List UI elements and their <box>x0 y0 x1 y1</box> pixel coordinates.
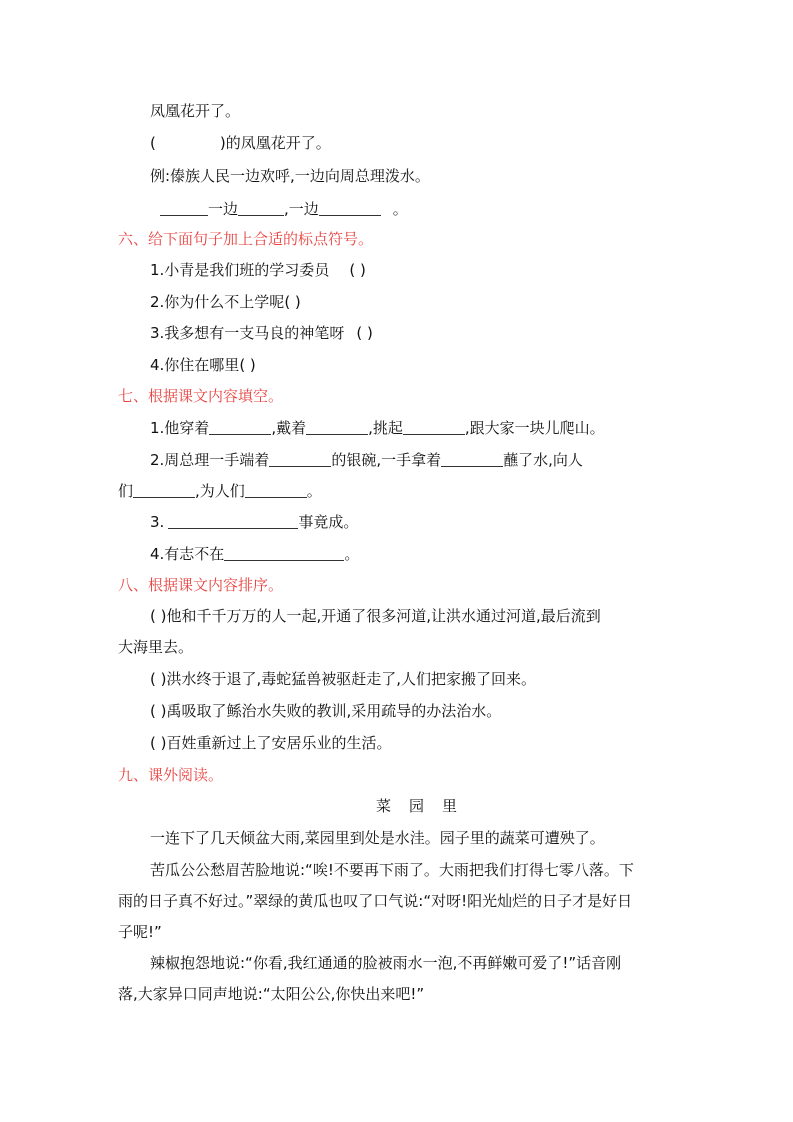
fill-text: 1.他穿着 <box>150 419 210 437</box>
answer-paren[interactable]: ( ) <box>150 607 167 625</box>
fill-text: 蘸了水,向人 <box>503 451 583 469</box>
fill-text: ,戴着 <box>271 419 307 437</box>
answer-paren[interactable]: ( ) <box>150 670 167 688</box>
answer-paren[interactable]: ( ) <box>349 261 366 279</box>
item-text: 百姓重新过上了安居乐业的生活。 <box>166 734 392 752</box>
paragraph-line: 苦瓜公公愁眉苦脸地说:“唉!不要再下雨了。大雨把我们打得七零八落。下 <box>150 861 634 879</box>
fill-text: ,为人们 <box>195 482 245 500</box>
section-heading-7: 七、根据课文内容填空。 <box>118 387 284 405</box>
list-item <box>150 260 366 280</box>
fill-text: 。 <box>306 482 322 500</box>
list-item <box>150 355 256 375</box>
blank-input[interactable] <box>306 419 368 435</box>
blank-input[interactable] <box>238 200 284 216</box>
example-line <box>150 166 430 186</box>
fill-blank-line <box>118 481 322 501</box>
paragraph-line: 子呢!” <box>118 923 162 941</box>
fill-text: ,挑起 <box>368 419 403 437</box>
fill-text: 。 <box>344 545 360 563</box>
blank-input[interactable] <box>156 135 220 150</box>
item-text: 4.你住在哪里 <box>150 356 240 374</box>
blank-input[interactable] <box>269 451 331 467</box>
fill-text: 一边 <box>208 200 239 218</box>
blank-input[interactable] <box>441 451 503 467</box>
fill-text: 2.周总理一手端着 <box>150 451 270 469</box>
item-text: 1.小青是我们班的学习委员 <box>150 261 330 279</box>
blank-input[interactable] <box>209 419 271 435</box>
sentence-text: 凤凰花开了。 <box>150 102 241 120</box>
fill-blank-line <box>150 450 583 470</box>
fill-blank-line <box>150 544 359 564</box>
answer-paren[interactable]: ( ) <box>356 324 373 342</box>
blank-input[interactable] <box>403 419 465 435</box>
blank-input[interactable] <box>245 482 307 498</box>
item-text: 3.我多想有一支马良的神笔呀 <box>150 324 345 342</box>
section-heading-9: 九、课外阅读。 <box>118 766 224 784</box>
fill-text: 。 <box>392 200 408 218</box>
fill-blank-line <box>150 133 331 153</box>
fill-text: 事竟成。 <box>298 513 359 531</box>
fill-blank-line <box>150 512 358 532</box>
fill-text: ,跟大家一块儿爬山。 <box>464 419 605 437</box>
fill-blank-line <box>150 418 605 438</box>
item-text: 禹吸取了鲧治水失败的教训,采用疏导的办法治水。 <box>166 702 502 720</box>
list-item <box>150 292 301 312</box>
fill-text: ,一边 <box>284 200 319 218</box>
section-heading-6: 六、给下面句子加上合适的标点符号。 <box>118 230 374 248</box>
fill-text: 们 <box>118 482 134 500</box>
fill-text: 4.有志不在 <box>150 545 225 563</box>
item-text: 洪水终于退了,毒蛇猛兽被驱赶走了,人们把家搬了回来。 <box>166 670 537 688</box>
paragraph-line: 落,大家异口同声地说:“太阳公公,你快出来吧!” <box>118 985 425 1003</box>
fill-blank-line <box>160 199 408 219</box>
fill-text: 的银碗,一手拿着 <box>331 451 442 469</box>
section-heading-8: 八、根据课文内容排序。 <box>118 576 284 594</box>
fill-text: 3. <box>150 513 165 531</box>
answer-paren[interactable]: ( ) <box>239 356 256 374</box>
answer-paren[interactable]: ( ) <box>150 734 167 752</box>
reading-title: 菜园里 <box>376 797 476 815</box>
paragraph-line: 雨的日子真不好过。”翠绿的黄瓜也叹了口气说:“对呀!阳光灿烂的日子才是好日 <box>118 892 633 910</box>
list-item-continuation: 大海里去。 <box>118 638 194 656</box>
list-item <box>150 606 601 626</box>
blank-input[interactable] <box>224 545 344 561</box>
paren-open: ( <box>150 134 156 152</box>
blank-input[interactable] <box>319 200 381 216</box>
list-item <box>150 701 501 721</box>
blank-input[interactable] <box>133 482 195 498</box>
list-item <box>150 733 392 753</box>
item-text: 他和千千万万的人一起,开通了很多河道,让洪水通过河道,最后流到 <box>166 607 601 625</box>
sentence-text: )的凤凰花开了。 <box>219 134 331 152</box>
answer-paren[interactable]: ( ) <box>150 702 167 720</box>
answer-paren[interactable]: ( ) <box>284 293 301 311</box>
list-item <box>150 669 536 689</box>
blank-input[interactable] <box>160 200 208 216</box>
item-text: 2.你为什么不上学呢 <box>150 293 285 311</box>
paragraph-line: 一连下了几天倾盆大雨,菜园里到处是水洼。园子里的蔬菜可遭殃了。 <box>150 829 605 847</box>
example-text: 例:傣族人民一边欢呼,一边向周总理泼水。 <box>150 167 430 185</box>
sentence-line <box>150 101 240 121</box>
list-item <box>150 323 373 343</box>
paragraph-line: 辣椒抱怨地说:“你看,我红通通的脸被雨水一泡,不再鲜嫩可爱了!”话音刚 <box>150 954 622 972</box>
blank-input[interactable] <box>168 513 298 529</box>
